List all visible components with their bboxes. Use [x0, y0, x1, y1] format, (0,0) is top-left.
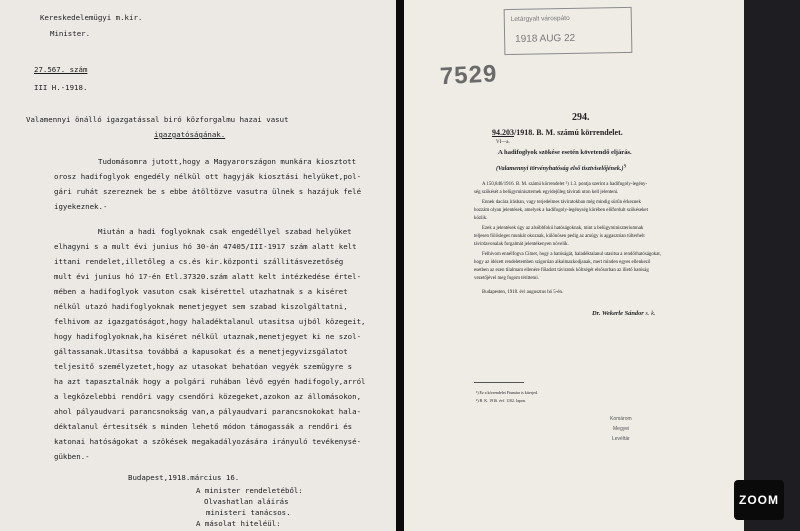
footnote-divider [474, 382, 524, 383]
body-line: hozzám olyan jelentések, amelyek a hadifogoly-legénység körében előfordult szökéseket [474, 208, 648, 213]
body-line: déktalanul értesitsék s minden lehető módon támogassák a rendőri és [54, 422, 353, 431]
place-date: Budapest,1918.március 16. [128, 473, 240, 482]
body-line: nélkül utazó hadifoglyoknak menetjegyet sem szabad kiszolgáltatni, [54, 302, 348, 311]
page-number: 294. [572, 112, 590, 123]
body-line: katonai hatóságokat a szökések megakadályozására irányuló tevékenysé- [54, 437, 362, 446]
ministry-header: Kereskedelemügyi m.kir. [40, 13, 143, 22]
body-line: távirdavonalak forgalmát jelentékenyen növelik. [474, 242, 569, 247]
decree-heading [492, 128, 623, 137]
body-line: hogy hadifoglyoknak,ha kiséret nélkül utaznak,menetjegyet ki ne szol- [54, 332, 362, 341]
date-line: Budapesten, 1918. évi augusztus hó 5-én. [482, 290, 564, 295]
footnote: ²) B. K. 1916. évf. 1102. lapon. [476, 398, 526, 403]
body-line: közlik. [474, 216, 488, 221]
body-line: hogy az idézett rendeletemben szigorúan alkalmazkodjanak, mert minden egyes ellenkező [474, 260, 651, 265]
document-number: 27.567. szám [34, 65, 88, 74]
body-line: ahol pályaudvari parancsnokság van,a pályaudvari parancsnokokat hala- [54, 407, 362, 416]
printed-page-frame [404, 0, 800, 531]
stamp-date: 1918 AUG 22 [515, 32, 576, 45]
registry-stamp [504, 7, 633, 55]
body-line: felhivom az igazgatóságot,hogy haladéktalanul utasitsa ujból közegeit, [54, 317, 366, 326]
body-line: igyekeznek.- [54, 202, 108, 211]
zoom-logo: ZOOM [734, 480, 784, 520]
stamp-line: Letárgyalt várospáto [510, 14, 570, 23]
document-date-ref: III H.-1918. [34, 83, 88, 92]
body-line: Felhivom ennélfogva Címet, hogy a hatóságát, haladéktalanul utasitsa a rendőrhatóságokat, [482, 252, 662, 257]
signature: Dr. Wekerle Sándor s. k. [592, 310, 656, 317]
body-line: ittani rendelet,illetőleg a cs.és kir.központi szállitásvezetőség [54, 257, 344, 266]
printed-page: Letárgyalt várospáto 1918 AUG 22 7529 294. 94.203/1918. B. M. számú körrendelet. VI—a. A hadifoglyok szökése esetén követendő eljárás. (Valamennyi törvényhatóság első tisztviselőjének.)$^{^1)}$ A 150,846/1916. B. M. számú körrendelet ²) 1.3. pontja szerint a hadifogoly-legény- ség szökését a belügyminiszternek egyidejűleg távirati uton kell jelenteni. Ennek dacára irásban, vagy terjedelmes táviratokban még mindig sürűn érkeznek hozzám olyan jelentések, amelyek a hadifogoly-legénység körében előfordult szökéseket közlik. Ezek a jelentések úgy az alsóbbfokú hatóságoknak, mint a belügyminiszteriumnak teljesen fölösleges munkát okoznak, különösen pedig az amúgy is aggasztóan túlterhelt távirdavonalak forgalmát jelentékenyen növelik. Felhivom ennélfogva Címet, hogy a hatóságát, haladéktalanul utasitsa a rendőrhatóságokat, hogy az idézett rendeletemben szigorúan alkalmazkodjanak, mert minden egyes ellenkező esetben az ezen tilalmam ellenére föladott táviratok költségét elsősorban az illető hatóság vezetőjével meg fogom téríttetni. Budapesten, 1918. évi augusztus hó 5-én. Dr. Wekerle Sándor s. k. ¹) Ez a körrendelet Fiumára is kiterjed. ²) B. K. 1916. évf. 1102. lapon. Komárom Megyei Levéltár [404, 0, 744, 531]
addressee-line: igazgatóságának. [154, 130, 226, 139]
body-line: gári ruhát szereznek be s ebbe átöltözve vasutra ülnek s hazájuk felé [54, 187, 362, 196]
body-line: Ezek a jelentések úgy az alsóbbfokú hatóságoknak, mint a belügyminiszteriumnak [482, 226, 644, 231]
body-line: gükben.- [54, 452, 90, 461]
body-line: elhagyni s a mult évi junius hó 30-án 47405/III-1917 szám alatt kelt [54, 242, 357, 251]
handwritten-number: 7529 [439, 60, 498, 91]
body-line: ha azt tapasztalnák hogy a polgári ruhában lévő egyén hadifogoly,arról [54, 377, 366, 386]
body-line: Ennek dacára irásban, vagy terjedelmes táviratokban még mindig sürűn érkeznek [482, 200, 641, 205]
body-line: A 150,846/1916. B. M. számú körrendelet ²) 1.3. pontja szerint a hadifogoly-legény- [482, 182, 648, 187]
signature-line: Olvashatlan aláirás [204, 497, 289, 506]
decree-number: 94.203 [492, 128, 514, 137]
body-line: a legközelebbi rendőri vagy csendőri közegeket,azokon az állomásokon, [54, 392, 362, 401]
body-line: Miután a hadi foglyoknak csak engedéllyel szabad helyüket [98, 227, 352, 236]
body-line: esetben az ezen tilalmam ellenére föladott táviratok költségét elsősorban az illető hatóság [474, 268, 649, 273]
decree-rest: /1918. B. M. számú körrendelet. [514, 128, 623, 137]
body-line: mult évi junius hó 17-én Etl.37320.szám alatt kelt intézkedése értel- [54, 272, 362, 281]
body-line: ség szökését a belügyminiszternek egyidejűleg távirati uton kell jelenteni. [474, 190, 619, 195]
body-line: Tudomásomra jutott,hogy a Magyarországon munkára kiosztott [98, 157, 357, 166]
body-line: vezetőjével meg fogom téríttetni. [474, 276, 539, 281]
body-line: teljesitő személyzetet,hogy az utasokat behatóan vegyék szemügyre s [54, 362, 353, 371]
decree-title: A hadifoglyok szökése esetén követendő eljárás. [498, 149, 632, 156]
decree-addressee: (Valamennyi törvényhatóság első tisztviselőjének.)$^{^1)}$ [496, 163, 627, 173]
body-line: teljesen fölösleges munkát okoznak, különösen pedig az amúgy is aggasztóan túlterhelt [474, 234, 645, 239]
body-line: gáltassanak.Utasitsa továbbá a kapusokat és a menetjegyvizsgálatot [54, 347, 348, 356]
decree-sub: VI—a. [496, 140, 510, 145]
ministry-header-title: Minister. [50, 29, 91, 38]
addressee-line: Valamennyi önálló igazgatással biró közforgalmu hazai vasut [26, 115, 289, 124]
typewritten-page [0, 0, 396, 531]
body-line: orosz hadifoglyok engedély nélkül ott hagyják kiosztási helyüket,pol- [54, 172, 362, 181]
signature-line: ministeri tanácsos. [206, 508, 291, 517]
signature-line: A minister rendeletéből: [196, 486, 303, 495]
signature-line: A másolat hiteléül: [196, 519, 281, 528]
footnote: ¹) Ez a körrendelet Fiumára is kiterjed. [476, 390, 538, 395]
body-line: mében a hadifoglyok vasuton csak kisérettel utazhatnak s a kiséret [54, 287, 348, 296]
